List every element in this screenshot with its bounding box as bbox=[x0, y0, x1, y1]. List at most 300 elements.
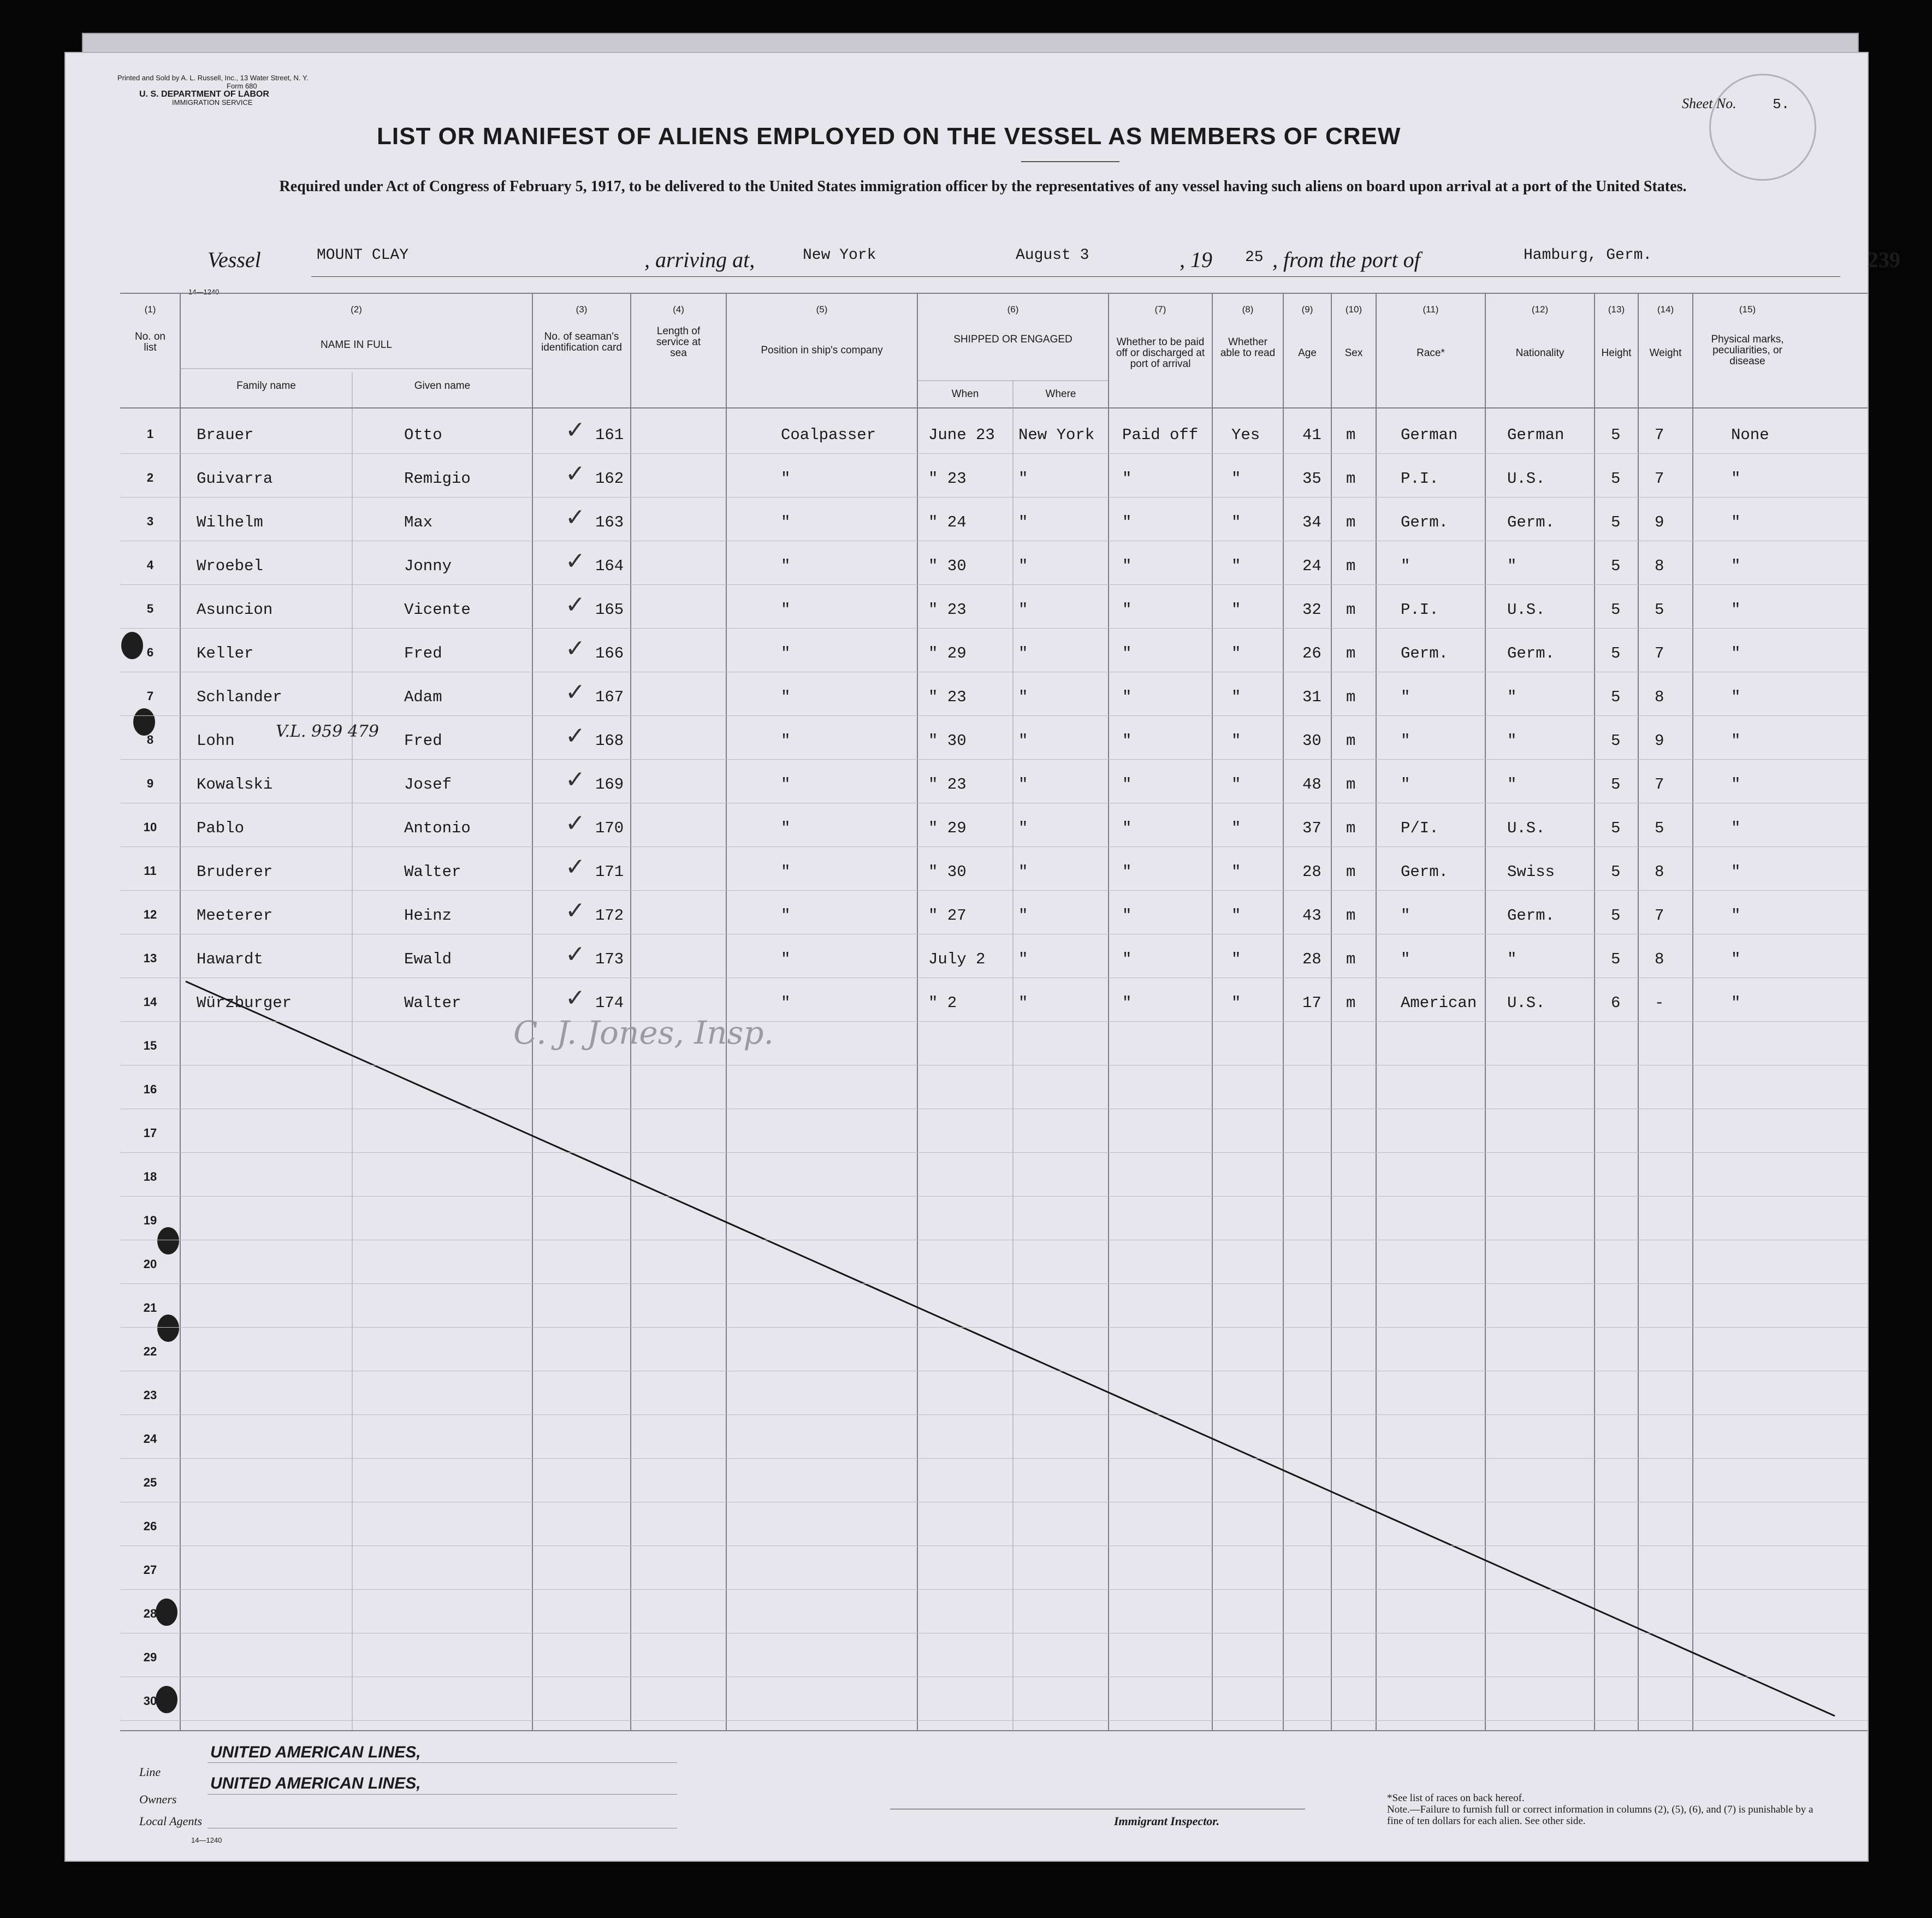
row-rule bbox=[120, 1720, 1868, 1721]
line-label: Line bbox=[139, 1765, 161, 1779]
sex: m bbox=[1346, 470, 1356, 488]
col-num-9: (9) bbox=[1301, 304, 1313, 315]
shipped-where: " bbox=[1018, 470, 1028, 488]
row-rule bbox=[120, 759, 1868, 760]
row-number: 25 bbox=[143, 1476, 157, 1489]
col-num-3: (3) bbox=[576, 304, 588, 315]
checkmark-icon: ✓ bbox=[565, 416, 585, 444]
able-to-read: " bbox=[1231, 776, 1241, 794]
row-number: 18 bbox=[143, 1170, 157, 1183]
row-number: 13 bbox=[143, 951, 157, 965]
sex: m bbox=[1346, 994, 1356, 1012]
height: 5 bbox=[1611, 907, 1621, 925]
sex: m bbox=[1346, 557, 1356, 575]
header-given-name: Given name bbox=[414, 380, 471, 392]
physical-marks: " bbox=[1731, 907, 1741, 925]
checkmark-icon: ✓ bbox=[565, 940, 585, 968]
paid-off: " bbox=[1122, 863, 1132, 881]
family-name: Brauer bbox=[197, 426, 254, 444]
col-num-10: (10) bbox=[1345, 304, 1362, 315]
race: Germ. bbox=[1401, 863, 1449, 881]
age: 31 bbox=[1302, 688, 1321, 706]
row-rule bbox=[120, 453, 1868, 454]
able-to-read: " bbox=[1231, 601, 1241, 619]
shipped-where: New York bbox=[1018, 426, 1095, 444]
row-rule bbox=[120, 715, 1868, 716]
document-title: LIST OR MANIFEST OF ALIENS EMPLOYED ON THE VESSEL AS MEMBERS OF CREW bbox=[377, 123, 1401, 150]
shipped-where: " bbox=[1018, 688, 1028, 706]
shipped-when: " 29 bbox=[928, 819, 967, 837]
shipped-where: " bbox=[1018, 557, 1028, 575]
given-name: Jonny bbox=[404, 557, 452, 575]
weight: 8 bbox=[1655, 863, 1664, 881]
races-note: *See list of races on back hereof. bbox=[1387, 1792, 1525, 1804]
paid-off: " bbox=[1122, 994, 1132, 1012]
given-name: Walter bbox=[404, 994, 461, 1012]
height: 5 bbox=[1611, 426, 1621, 444]
shipped-when: " 30 bbox=[928, 732, 967, 750]
nationality: U.S. bbox=[1507, 601, 1545, 619]
sex: m bbox=[1346, 688, 1356, 706]
weight: 5 bbox=[1655, 819, 1664, 837]
header-sex: Sex bbox=[1344, 347, 1363, 359]
nationality: Germ. bbox=[1507, 907, 1555, 925]
height: 6 bbox=[1611, 994, 1621, 1012]
row-number: 15 bbox=[143, 1039, 157, 1052]
weight: 8 bbox=[1655, 557, 1664, 575]
header-race: Race* bbox=[1417, 347, 1445, 359]
from-port: Hamburg, Germ. bbox=[1524, 247, 1652, 264]
weight: 7 bbox=[1655, 644, 1664, 662]
nationality: U.S. bbox=[1507, 819, 1545, 837]
row-number: 17 bbox=[143, 1126, 157, 1140]
arrival-date: August 3 bbox=[1016, 247, 1089, 264]
height: 5 bbox=[1611, 863, 1621, 881]
paid-off: " bbox=[1122, 688, 1132, 706]
row-rule bbox=[120, 1458, 1868, 1459]
header-height: Height bbox=[1601, 347, 1632, 359]
sex: m bbox=[1346, 732, 1356, 750]
sex: m bbox=[1346, 863, 1356, 881]
nationality: " bbox=[1507, 557, 1517, 575]
height: 5 bbox=[1611, 776, 1621, 794]
physical-marks: " bbox=[1731, 994, 1741, 1012]
weight: 8 bbox=[1655, 688, 1664, 706]
given-name: Max bbox=[404, 513, 433, 531]
family-name: Asuncion bbox=[197, 601, 273, 619]
header-shipped: SHIPPED OR ENGAGED bbox=[953, 334, 1072, 345]
col-num-14: (14) bbox=[1657, 304, 1674, 315]
physical-marks: " bbox=[1731, 819, 1741, 837]
form-number: Form 680 bbox=[227, 82, 257, 90]
row-number: 26 bbox=[143, 1519, 157, 1533]
given-name: Antonio bbox=[404, 819, 471, 837]
row-rule bbox=[120, 1589, 1868, 1590]
row-number: 22 bbox=[143, 1345, 157, 1358]
nationality: U.S. bbox=[1507, 470, 1545, 488]
row-number: 3 bbox=[146, 514, 154, 528]
shipped-when: " 23 bbox=[928, 688, 967, 706]
row-number: 20 bbox=[143, 1257, 157, 1271]
checkmark-icon: ✓ bbox=[565, 766, 585, 794]
sex: m bbox=[1346, 601, 1356, 619]
weight: 7 bbox=[1655, 470, 1664, 488]
race: " bbox=[1401, 907, 1411, 925]
header-when: When bbox=[951, 388, 979, 400]
owners-underline bbox=[208, 1794, 677, 1795]
row-number: 4 bbox=[146, 558, 154, 572]
paid-off: " bbox=[1122, 470, 1132, 488]
header-family-name: Family name bbox=[236, 380, 296, 392]
shipped-when: " 30 bbox=[928, 863, 967, 881]
row-rule bbox=[120, 846, 1868, 847]
row-rule bbox=[120, 1327, 1868, 1328]
age: 17 bbox=[1302, 994, 1321, 1012]
row-rule bbox=[120, 1414, 1868, 1415]
col-num-11: (11) bbox=[1423, 304, 1439, 315]
age: 37 bbox=[1302, 819, 1321, 837]
family-name: Wilhelm bbox=[197, 513, 263, 531]
service: IMMIGRATION SERVICE bbox=[172, 98, 253, 106]
physical-marks: " bbox=[1731, 776, 1741, 794]
paid-off: " bbox=[1122, 557, 1132, 575]
row-rule bbox=[120, 1196, 1868, 1197]
physical-marks: " bbox=[1731, 732, 1741, 750]
race: American bbox=[1401, 994, 1477, 1012]
position: " bbox=[781, 994, 791, 1012]
race: Germ. bbox=[1401, 644, 1449, 662]
age: 32 bbox=[1302, 601, 1321, 619]
age: 35 bbox=[1302, 470, 1321, 488]
physical-marks: " bbox=[1731, 688, 1741, 706]
agents-label: Local Agents bbox=[139, 1814, 203, 1828]
paid-off: " bbox=[1122, 601, 1132, 619]
row-number: 19 bbox=[143, 1213, 157, 1227]
race: P/I. bbox=[1401, 819, 1439, 837]
race: Germ. bbox=[1401, 513, 1449, 531]
id-card-number: 168 bbox=[595, 732, 624, 750]
row-rule bbox=[120, 1021, 1868, 1022]
row-rule bbox=[120, 890, 1868, 891]
physical-marks: None bbox=[1731, 426, 1769, 444]
able-to-read: " bbox=[1231, 994, 1241, 1012]
row-rule bbox=[120, 1283, 1868, 1284]
height: 5 bbox=[1611, 950, 1621, 968]
physical-marks: " bbox=[1731, 863, 1741, 881]
checkmark-icon: ✓ bbox=[565, 547, 585, 575]
position: " bbox=[781, 907, 791, 925]
shipped-when: " 2 bbox=[928, 994, 957, 1012]
paid-off: " bbox=[1122, 644, 1132, 662]
age: 48 bbox=[1302, 776, 1321, 794]
weight: 9 bbox=[1655, 513, 1664, 531]
checkmark-icon: ✓ bbox=[565, 635, 585, 662]
owners-label: Owners bbox=[139, 1792, 177, 1806]
row-number: 21 bbox=[143, 1301, 157, 1315]
row-number: 30 bbox=[143, 1694, 157, 1708]
line-value: UNITED AMERICAN LINES, bbox=[210, 1743, 421, 1761]
able-to-read: Yes bbox=[1231, 426, 1260, 444]
family-name: Würzburger bbox=[197, 994, 292, 1012]
paid-off: " bbox=[1122, 776, 1132, 794]
paid-off: " bbox=[1122, 950, 1132, 968]
age: 34 bbox=[1302, 513, 1321, 531]
inspector-signature: C. J. Jones, Insp. bbox=[513, 1014, 774, 1051]
shipped-where: " bbox=[1018, 950, 1028, 968]
able-to-read: " bbox=[1231, 688, 1241, 706]
form-code: 14—1240 bbox=[188, 288, 220, 296]
row-rule bbox=[120, 1152, 1868, 1153]
col-num-13: (13) bbox=[1608, 304, 1625, 315]
id-card-number: 163 bbox=[595, 513, 624, 531]
able-to-read: " bbox=[1231, 732, 1241, 750]
nationality: U.S. bbox=[1507, 994, 1545, 1012]
weight: 7 bbox=[1655, 907, 1664, 925]
given-name: Ewald bbox=[404, 950, 452, 968]
given-name: Vicente bbox=[404, 601, 471, 619]
line-underline bbox=[208, 1762, 677, 1763]
shipped-where: " bbox=[1018, 732, 1028, 750]
shipped-where: " bbox=[1018, 601, 1028, 619]
height: 5 bbox=[1611, 819, 1621, 837]
id-card-number: 171 bbox=[595, 863, 624, 881]
row-number: 10 bbox=[143, 820, 157, 834]
manifest-sheet bbox=[64, 52, 1900, 1862]
position: " bbox=[781, 470, 791, 488]
able-to-read: " bbox=[1231, 819, 1241, 837]
row-rule bbox=[120, 497, 1868, 498]
able-to-read: " bbox=[1231, 557, 1241, 575]
col-num-12: (12) bbox=[1531, 304, 1549, 315]
height: 5 bbox=[1611, 557, 1621, 575]
family-name: Kowalski bbox=[197, 776, 273, 794]
nationality: Germ. bbox=[1507, 644, 1555, 662]
vessel-label: Vessel bbox=[208, 247, 261, 272]
family-name: Bruderer bbox=[197, 863, 273, 881]
position: " bbox=[781, 776, 791, 794]
age: 41 bbox=[1302, 426, 1321, 444]
race: " bbox=[1401, 688, 1411, 706]
position: Coalpasser bbox=[781, 426, 876, 444]
physical-marks: " bbox=[1731, 513, 1741, 531]
checkmark-icon: ✓ bbox=[565, 853, 585, 881]
physical-marks: " bbox=[1731, 644, 1741, 662]
id-card-number: 162 bbox=[595, 470, 624, 488]
id-card-number: 169 bbox=[595, 776, 624, 794]
col-num-7: (7) bbox=[1154, 304, 1166, 315]
race: German bbox=[1401, 426, 1458, 444]
position: " bbox=[781, 601, 791, 619]
row-number: 11 bbox=[144, 864, 157, 878]
col-num-1: (1) bbox=[144, 304, 156, 315]
able-to-read: " bbox=[1231, 907, 1241, 925]
height: 5 bbox=[1611, 644, 1621, 662]
row-number: 2 bbox=[146, 471, 154, 484]
given-name: Fred bbox=[404, 644, 442, 662]
given-name: Remigio bbox=[404, 470, 471, 488]
col-num-5: (5) bbox=[816, 304, 828, 315]
family-name: Wroebel bbox=[197, 557, 263, 575]
given-name: Josef bbox=[404, 776, 452, 794]
checkmark-icon: ✓ bbox=[565, 897, 585, 925]
shipped-when: " 23 bbox=[928, 776, 967, 794]
weight: - bbox=[1655, 994, 1664, 1012]
checkmark-icon: ✓ bbox=[565, 460, 585, 488]
shipped-where: " bbox=[1018, 863, 1028, 881]
paid-off: " bbox=[1122, 907, 1132, 925]
height: 5 bbox=[1611, 513, 1621, 531]
col-num-6: (6) bbox=[1007, 304, 1019, 315]
col-num-8: (8) bbox=[1242, 304, 1254, 315]
row-number: 9 bbox=[146, 777, 154, 790]
family-name: Guivarra bbox=[197, 470, 273, 488]
age: 24 bbox=[1302, 557, 1321, 575]
paid-off: " bbox=[1122, 732, 1132, 750]
header-no-on-list: No. on list bbox=[135, 331, 165, 353]
family-name: Hawardt bbox=[197, 950, 263, 968]
inspector-label: Immigrant Inspector. bbox=[1114, 1814, 1220, 1828]
physical-marks: " bbox=[1731, 557, 1741, 575]
nationality: Swiss bbox=[1507, 863, 1555, 881]
checkmark-icon: ✓ bbox=[565, 678, 585, 706]
position: " bbox=[781, 688, 791, 706]
sheet-number: 5. bbox=[1773, 96, 1790, 113]
physical-marks: " bbox=[1731, 601, 1741, 619]
header-name-in-full: NAME IN FULL bbox=[321, 339, 392, 351]
given-name: Fred bbox=[404, 732, 442, 750]
printer-line: Printed and Sold by A. L. Russell, Inc., 13 Water Street, N. Y. bbox=[117, 74, 309, 82]
family-name: Lohn bbox=[197, 732, 235, 750]
header-id-card: No. of seaman's identification card bbox=[541, 331, 622, 353]
penalty-note: Note.—Failure to furnish full or correct information in columns (2), (5), (6), and (7) is punishable by a fine of ten dollars for each alien. See other side. bbox=[1387, 1804, 1814, 1827]
row-number: 1 bbox=[146, 427, 154, 441]
able-to-read: " bbox=[1231, 513, 1241, 531]
shipped-when: June 23 bbox=[928, 426, 995, 444]
sex: m bbox=[1346, 819, 1356, 837]
row-rule bbox=[120, 628, 1868, 629]
page-number: 239 bbox=[1868, 247, 1900, 272]
row-number: 5 bbox=[146, 602, 154, 615]
owners-value: UNITED AMERICAN LINES, bbox=[210, 1774, 421, 1792]
paid-off: " bbox=[1122, 819, 1132, 837]
given-name: Walter bbox=[404, 863, 461, 881]
able-to-read: " bbox=[1231, 644, 1241, 662]
row-number: 12 bbox=[143, 908, 157, 921]
height: 5 bbox=[1611, 688, 1621, 706]
paid-off: Paid off bbox=[1122, 426, 1199, 444]
from-label: , from the port of bbox=[1272, 247, 1420, 272]
position: " bbox=[781, 557, 791, 575]
age: 43 bbox=[1302, 907, 1321, 925]
given-name: Adam bbox=[404, 688, 442, 706]
footer-form-code: 14—1240 bbox=[191, 1836, 222, 1844]
shipped-where: " bbox=[1018, 907, 1028, 925]
header-able-read: Whether able to read bbox=[1220, 336, 1276, 359]
row-rule bbox=[120, 584, 1868, 585]
nationality: " bbox=[1507, 776, 1517, 794]
race: P.I. bbox=[1401, 601, 1439, 619]
vessel-name: MOUNT CLAY bbox=[317, 247, 409, 264]
sex: m bbox=[1346, 907, 1356, 925]
row-number: 8 bbox=[146, 733, 154, 747]
id-card-number: 164 bbox=[595, 557, 624, 575]
given-name: Heinz bbox=[404, 907, 452, 925]
age: 28 bbox=[1302, 863, 1321, 881]
row-number: 24 bbox=[143, 1432, 157, 1446]
id-card-number: 165 bbox=[595, 601, 624, 619]
sex: m bbox=[1346, 644, 1356, 662]
age: 26 bbox=[1302, 644, 1321, 662]
shipped-when: " 23 bbox=[928, 470, 967, 488]
sex: m bbox=[1346, 426, 1356, 444]
checkmark-icon: ✓ bbox=[565, 809, 585, 837]
row-number: 7 bbox=[146, 689, 154, 703]
paid-off: " bbox=[1122, 513, 1132, 531]
shipped-where: " bbox=[1018, 513, 1028, 531]
shipped-where: " bbox=[1018, 776, 1028, 794]
shipped-when: " 23 bbox=[928, 601, 967, 619]
col-num-4: (4) bbox=[673, 304, 684, 315]
row-number: 28 bbox=[143, 1607, 157, 1620]
shipped-when: " 30 bbox=[928, 557, 967, 575]
age: 30 bbox=[1302, 732, 1321, 750]
shipped-where: " bbox=[1018, 994, 1028, 1012]
cancel-line bbox=[186, 981, 1835, 1716]
id-card-number: 172 bbox=[595, 907, 624, 925]
nationality: " bbox=[1507, 732, 1517, 750]
document-subtitle: Required under Act of Congress of February 5, 1917, to be delivered to the United States immigration officer by the representatives of any vessel having such aliens on board upon arrival at a port of the United States. bbox=[279, 178, 1687, 195]
race: " bbox=[1401, 557, 1411, 575]
age: 28 bbox=[1302, 950, 1321, 968]
checkmark-icon: ✓ bbox=[565, 504, 585, 531]
col-num-2: (2) bbox=[351, 304, 362, 315]
race: " bbox=[1401, 950, 1411, 968]
header-length-service: Length of service at sea bbox=[656, 325, 701, 359]
nationality: " bbox=[1507, 950, 1517, 968]
checkmark-icon: ✓ bbox=[565, 591, 585, 619]
row-number: 6 bbox=[146, 646, 154, 659]
weight: 9 bbox=[1655, 732, 1664, 750]
header-age: Age bbox=[1298, 347, 1317, 359]
col-num-15: (15) bbox=[1739, 304, 1756, 315]
weight: 5 bbox=[1655, 601, 1664, 619]
able-to-read: " bbox=[1231, 470, 1241, 488]
height: 5 bbox=[1611, 601, 1621, 619]
shipped-when: " 24 bbox=[928, 513, 967, 531]
id-card-number: 173 bbox=[595, 950, 624, 968]
shipped-where: " bbox=[1018, 819, 1028, 837]
arrival-port: New York bbox=[803, 247, 876, 264]
race: " bbox=[1401, 732, 1411, 750]
id-card-number: 174 bbox=[595, 994, 624, 1012]
sex: m bbox=[1346, 513, 1356, 531]
sex: m bbox=[1346, 776, 1356, 794]
weight: 7 bbox=[1655, 776, 1664, 794]
shipped-when: July 2 bbox=[928, 950, 986, 968]
checkmark-icon: ✓ bbox=[565, 984, 585, 1012]
arriving-label: , arriving at, bbox=[644, 247, 755, 272]
lohn-handwritten-note: V.L. 959 479 bbox=[276, 722, 380, 741]
race: " bbox=[1401, 776, 1411, 794]
header-nationality: Nationality bbox=[1515, 347, 1564, 359]
family-name: Pablo bbox=[197, 819, 245, 837]
weight: 8 bbox=[1655, 950, 1664, 968]
id-card-number: 170 bbox=[595, 819, 624, 837]
checkmark-icon: ✓ bbox=[565, 722, 585, 750]
shipped-when: " 27 bbox=[928, 907, 967, 925]
family-name: Keller bbox=[197, 644, 254, 662]
id-card-number: 161 bbox=[595, 426, 624, 444]
